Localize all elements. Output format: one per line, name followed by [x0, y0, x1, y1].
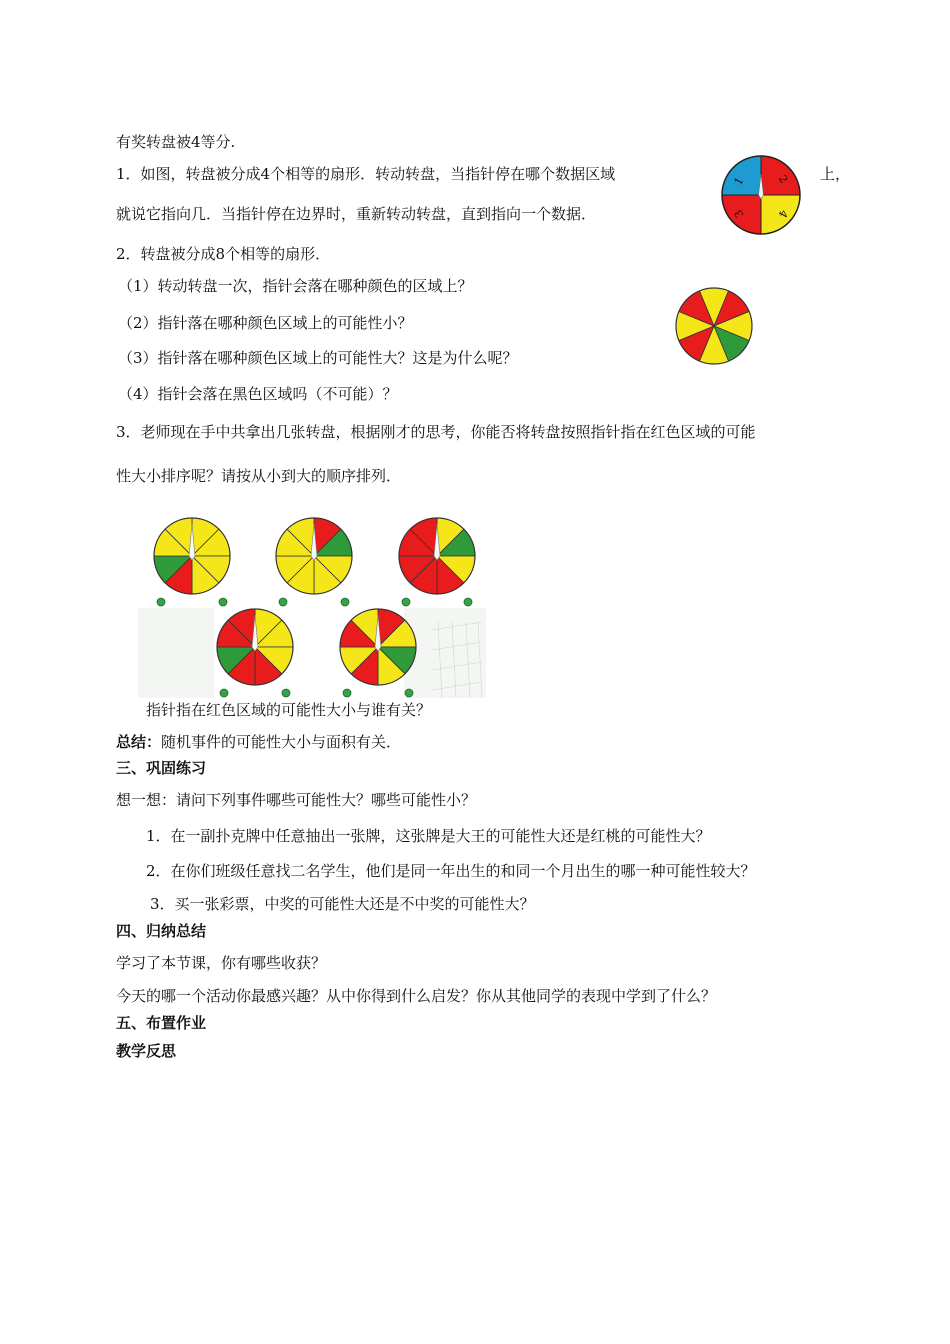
photo-spinner-1-knob-2: [219, 598, 227, 606]
photo-spinner-1: [154, 518, 230, 606]
summary-text: 随机事件的可能性大小与面积有关．: [161, 733, 402, 751]
spinner-4-label-1: 1: [731, 174, 747, 188]
q2-item-3: （3）指针落在哪种颜色区域上的可能性大？这是为什么呢？: [118, 349, 518, 367]
spinner-8-figure: [674, 286, 754, 366]
photo-spinner-3: [399, 518, 475, 606]
section-3-heading: 三、巩固练习: [116, 759, 207, 777]
q2-item-1: （1）转动转盘一次，指针会落在哪种颜色的区域上？: [118, 277, 473, 295]
spinner-wheels: [138, 510, 486, 698]
photo-spinner-5-knob-2: [405, 689, 413, 697]
q3-line2: 性大小排序呢？请按从小到大的顺序排列．: [116, 467, 402, 485]
photo-spinner-1-knob-1: [157, 598, 165, 606]
photo-spinner-4-knob-1: [220, 689, 228, 697]
section-3-prompt: 想一想：请问下列事件哪些可能性大？哪些可能性小？: [116, 791, 477, 809]
q1-line1: 1．如图，转盘被分成4个相等的扇形．转动转盘，当指针停在哪个数据区域: [116, 165, 616, 183]
spinner-4-label-4: 4: [775, 207, 791, 221]
q2-item-2: （2）指针落在哪种颜色区域上的可能性小？: [118, 314, 413, 332]
spinner-4-figure: [720, 154, 802, 236]
q1-tail: 上，: [820, 165, 851, 183]
summary-label: 总结：: [116, 733, 162, 751]
q1-line2: 就说它指向几．当指针停在边界时，重新转动转盘，直到指向一个数据．: [116, 205, 597, 223]
summary: [116, 732, 401, 752]
photo-spinner-2-knob-2: [341, 598, 349, 606]
photo-spinner-3-knob-2: [464, 598, 472, 606]
spinner-4-label-2: 2: [775, 172, 791, 186]
q2-item-4: （4）指针会落在黑色区域吗（不可能）？: [118, 385, 398, 403]
section-5-heading: 五、布置作业: [116, 1014, 207, 1032]
q3-line1: 3．老师现在手中共拿出几张转盘，根据刚才的思考，你能否将转盘按照指针指在红色区域的可能: [116, 423, 756, 441]
q2-title: 2．转盘被分成8个相等的扇形．: [116, 245, 331, 263]
section-3-item-1: 1．在一副扑克牌中任意抽出一张牌，这张牌是大王的可能性大还是红桃的可能性大？: [146, 827, 711, 845]
intro-text: 有奖转盘被4等分.: [116, 133, 236, 151]
photo-spinner-4: [217, 609, 293, 697]
section-3-item-2: 2．在你们班级任意找二名学生，他们是同一年出生的和同一个月出生的哪一种可能性较大？: [146, 862, 756, 880]
photo-spinner-4-knob-2: [282, 689, 290, 697]
section-3-item-3: 3．买一张彩票，中奖的可能性大还是不中奖的可能性大？: [150, 895, 535, 913]
spinners-photo: [138, 510, 486, 698]
section-4-line-1: 学习了本节课，你有哪些收获？: [116, 954, 327, 972]
photo-spinner-3-knob-1: [402, 598, 410, 606]
section-4-line-2: 今天的哪一个活动你最感兴趣？从中你得到什么启发？你从其他同学的表现中学到了什么？: [116, 987, 717, 1005]
spinner-8-sectors: [676, 288, 752, 364]
photo-spinner-5-knob-1: [343, 689, 351, 697]
photo-spinner-5: [340, 609, 416, 697]
reflection-heading: 教学反思: [116, 1042, 177, 1060]
photo-spinner-2-knob-1: [279, 598, 287, 606]
section-4-heading: 四、归纳总结: [116, 922, 207, 940]
spinner-4-label-3: 3: [731, 207, 747, 221]
figure-caption: 指针指在红色区域的可能性大小与谁有关？: [146, 701, 432, 719]
photo-spinner-2: [276, 518, 352, 606]
